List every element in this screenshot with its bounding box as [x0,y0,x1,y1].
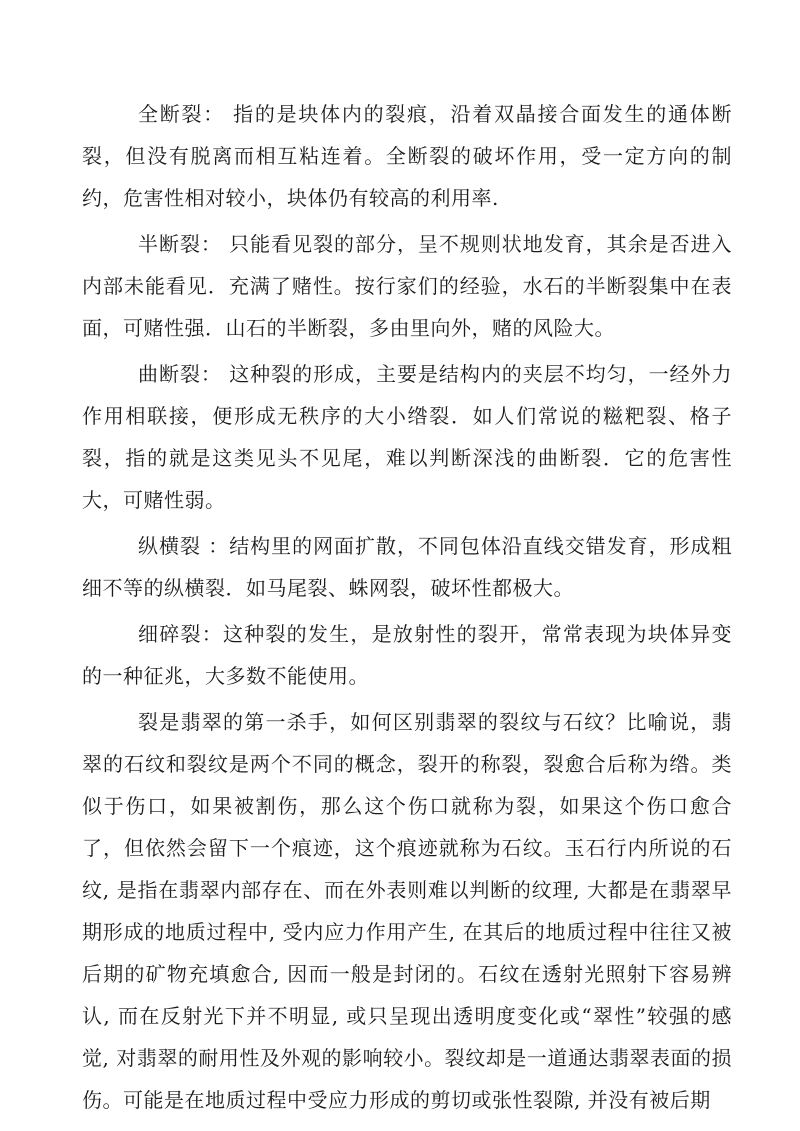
paragraph-full-fracture: 全断裂： 指的是块体内的裂痕，沿着双晶接合面发生的通体断裂，但没有脱离而相互粘连着。全断裂的破坏作用，受一定方向的制约，危害性相对较小，块体仍有较高的利用率. [82,102,732,210]
paragraph-crisscross-fracture: 纵横裂 ：结构里的网面扩散，不同包体沿直线交错发育，形成粗细不等的纵横裂．如马尾裂、蛛网裂，破坏性都极大。 [82,534,732,600]
paragraph-half-fracture: 半断裂： 只能看见裂的部分，呈不规则状地发育，其余是否进入内部未能看见．充满了赌性。按行家们的经验，水石的半断裂集中在表面，可赌性强．山石的半断裂，多由里向外，赌的风险大。 [82,232,732,340]
paragraph-fine-fracture: 细碎裂：这种裂的发生，是放射性的裂开，常常表现为块体异变的一种征兆，大多数不能使用。 [82,622,732,688]
paragraph-crack-vs-stone-texture: 裂是翡翠的第一杀手，如何区别翡翠的裂纹与石纹？比喻说，翡翠的石纹和裂纹是两个不同的概念，裂开的称裂，裂愈合后称为绺。类似于伤口，如果被割伤，那么这个伤口就称为裂，如果这个伤口愈合了，但依然会留下一个痕迹，这个痕迹就称为石纹。玉石行内所说的石纹, 是指在翡翠内部存在、而在外表则难以判断的纹理, 大都是在翡翠早期形成的地质过程中, 受内应力作用产生, 在其后的地质过程中往往又被后期的矿物充填愈合, 因而一般是封闭的。石纹在透射光照射下容易辨认, 而在反射光下并不明显, 或只呈现出透明度变化或“翠性”较强的感觉, 对翡翠的耐用性及外观的影响较小。裂纹却是一道通达翡翠表面的损伤。可能是在地质过程中受应力形成的剪切或张性裂隙, 并没有被后期 [82,710,732,1112]
paragraph-curved-fracture: 曲断裂： 这种裂的形成，主要是结构内的夹层不均匀，一经外力作用相联接，便形成无秩序的大小绺裂．如人们常说的糍粑裂、格子裂，指的就是这类见头不见尾，难以判断深浅的曲断裂．它的危害性大，可赌性弱。 [82,362,732,512]
document-body [82,93,732,1121]
